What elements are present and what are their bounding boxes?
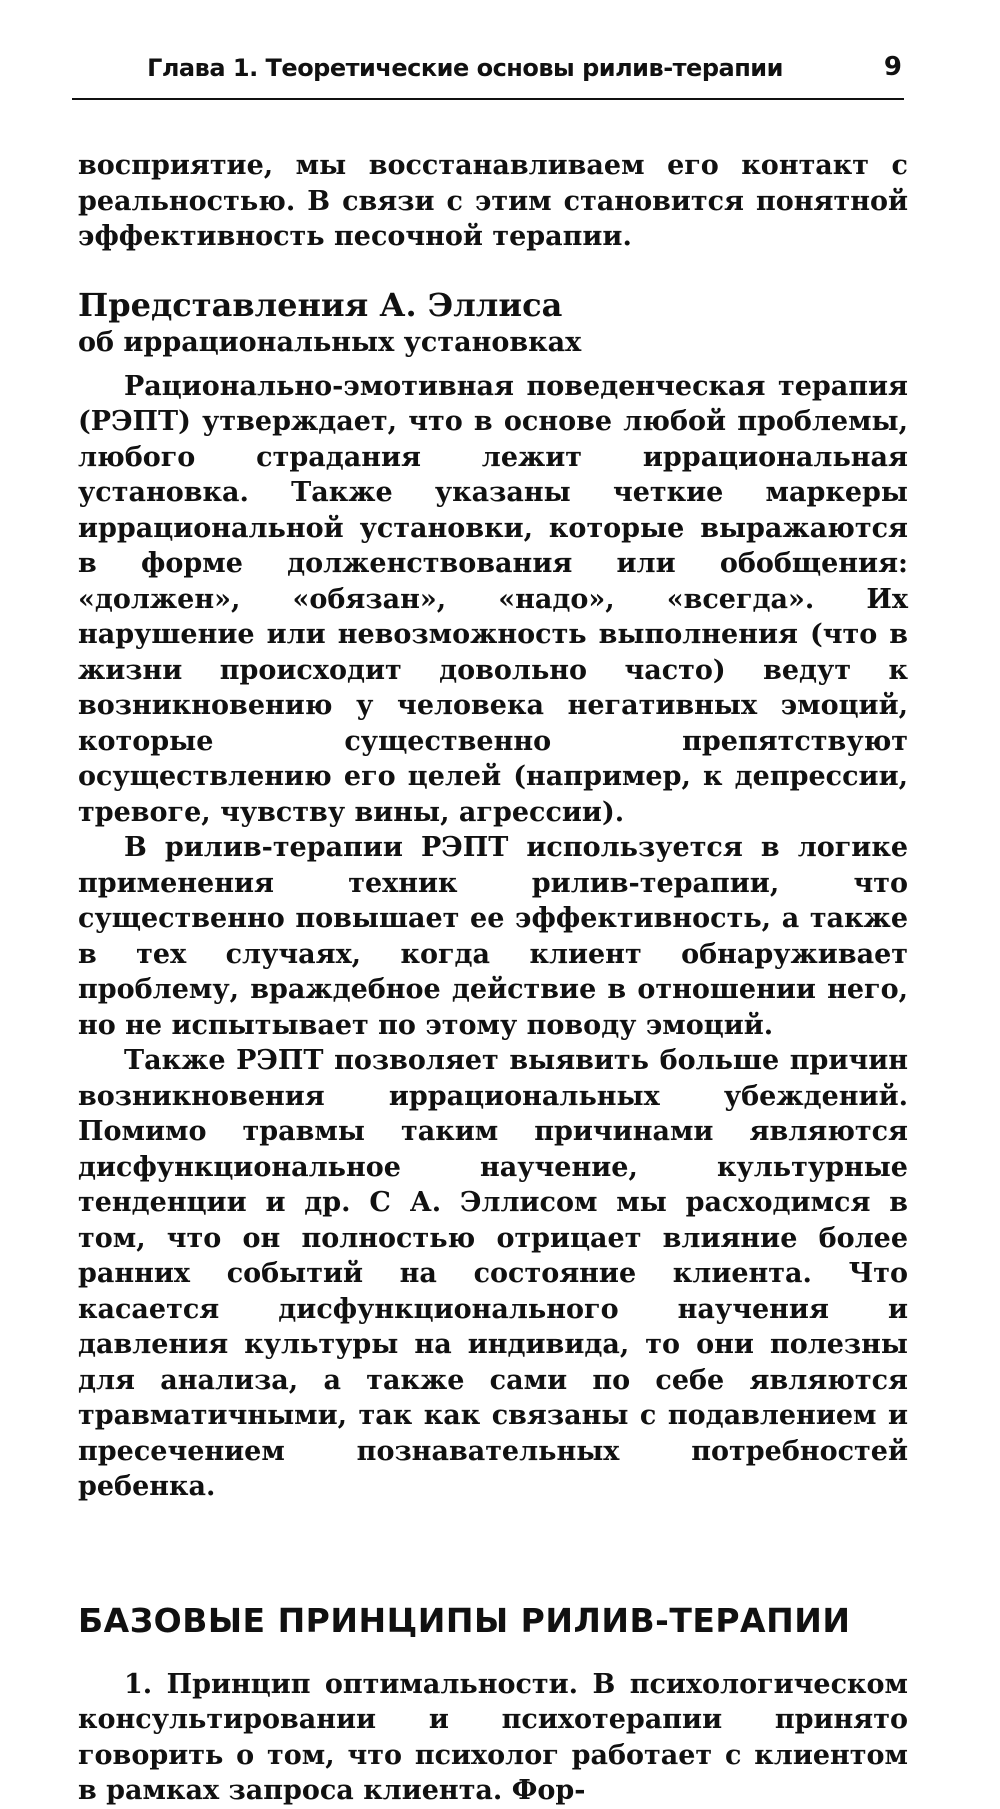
paragraph-continuation: восприятие, мы восстанавливаем его контакт с реальностью. В связи с этим становится понятной эффективность песочной терапии.: [78, 150, 908, 252]
running-title: Глава 1. Теоретические основы рилив-терапии: [147, 54, 783, 82]
running-header: [80, 50, 910, 100]
subheading: [78, 285, 908, 361]
paragraph-rebt-usage: В рилив-терапии РЭПТ используется в логике применения техник рилив-терапии, что существенно повышает ее эффективность, а также в тех случаях, когда клиент обнаруживает проблему, враждебное действие в отношении него, но не испытывает по этому поводу эмоций.: [78, 832, 908, 1041]
subheading-line-1: Представления А. Эллиса: [78, 285, 563, 324]
header-rule: [72, 98, 904, 100]
page-body: [78, 148, 908, 1809]
page-number: 9: [883, 52, 902, 82]
principle-1-text: В психологическом консультировании и психотерапии принято говорить о том, что психолог работает с клиентом в рамках запроса клиента. Фор-: [78, 1668, 908, 1806]
principle-1-label: 1. Принцип оптимальности.: [124, 1668, 579, 1700]
paragraph-principle-1: [78, 1667, 908, 1809]
paragraph-rebt: Рационально-эмотивная поведенческая терапия (РЭПТ) утверждает, что в основе любой проблемы, любого страдания лежит иррациональная установка. Также указаны четкие маркеры иррациональной установки, которые выражаются в форме долженствования или обобщения: «должен», «обязан», «надо», «всегда». Их нарушение или невозможность выполнения (что в жизни происходит довольно часто) ведут к возникновению у человека негативных эмоций, которые существенно препятствуют осуществлению его целей (например, к депрессии, тревоге, чувству вины, агрессии).: [78, 370, 908, 828]
subheading-line-2: об иррациональных установках: [78, 326, 582, 358]
paragraph-rebt-causes: Также РЭПТ позволяет выявить больше причин возникновения иррациональных убеждений. Помимо травмы таким причинами являются дисфункциональное научение, культурные тенденции и др. С А. Эллисом мы расходимся в том, что он полностью отрицает влияние более ранних событий на состояние клиента. Что касается дисфункционального научения и давления культуры на индивида, то они полезны для анализа, а также сами по себе являются травматичными, так как связаны с подавлением и пресечением познавательных потребностей ребенка.: [78, 1045, 908, 1502]
section-title: БАЗОВЫЕ ПРИНЦИПЫ РИЛИВ-ТЕРАПИИ: [78, 1600, 851, 1640]
